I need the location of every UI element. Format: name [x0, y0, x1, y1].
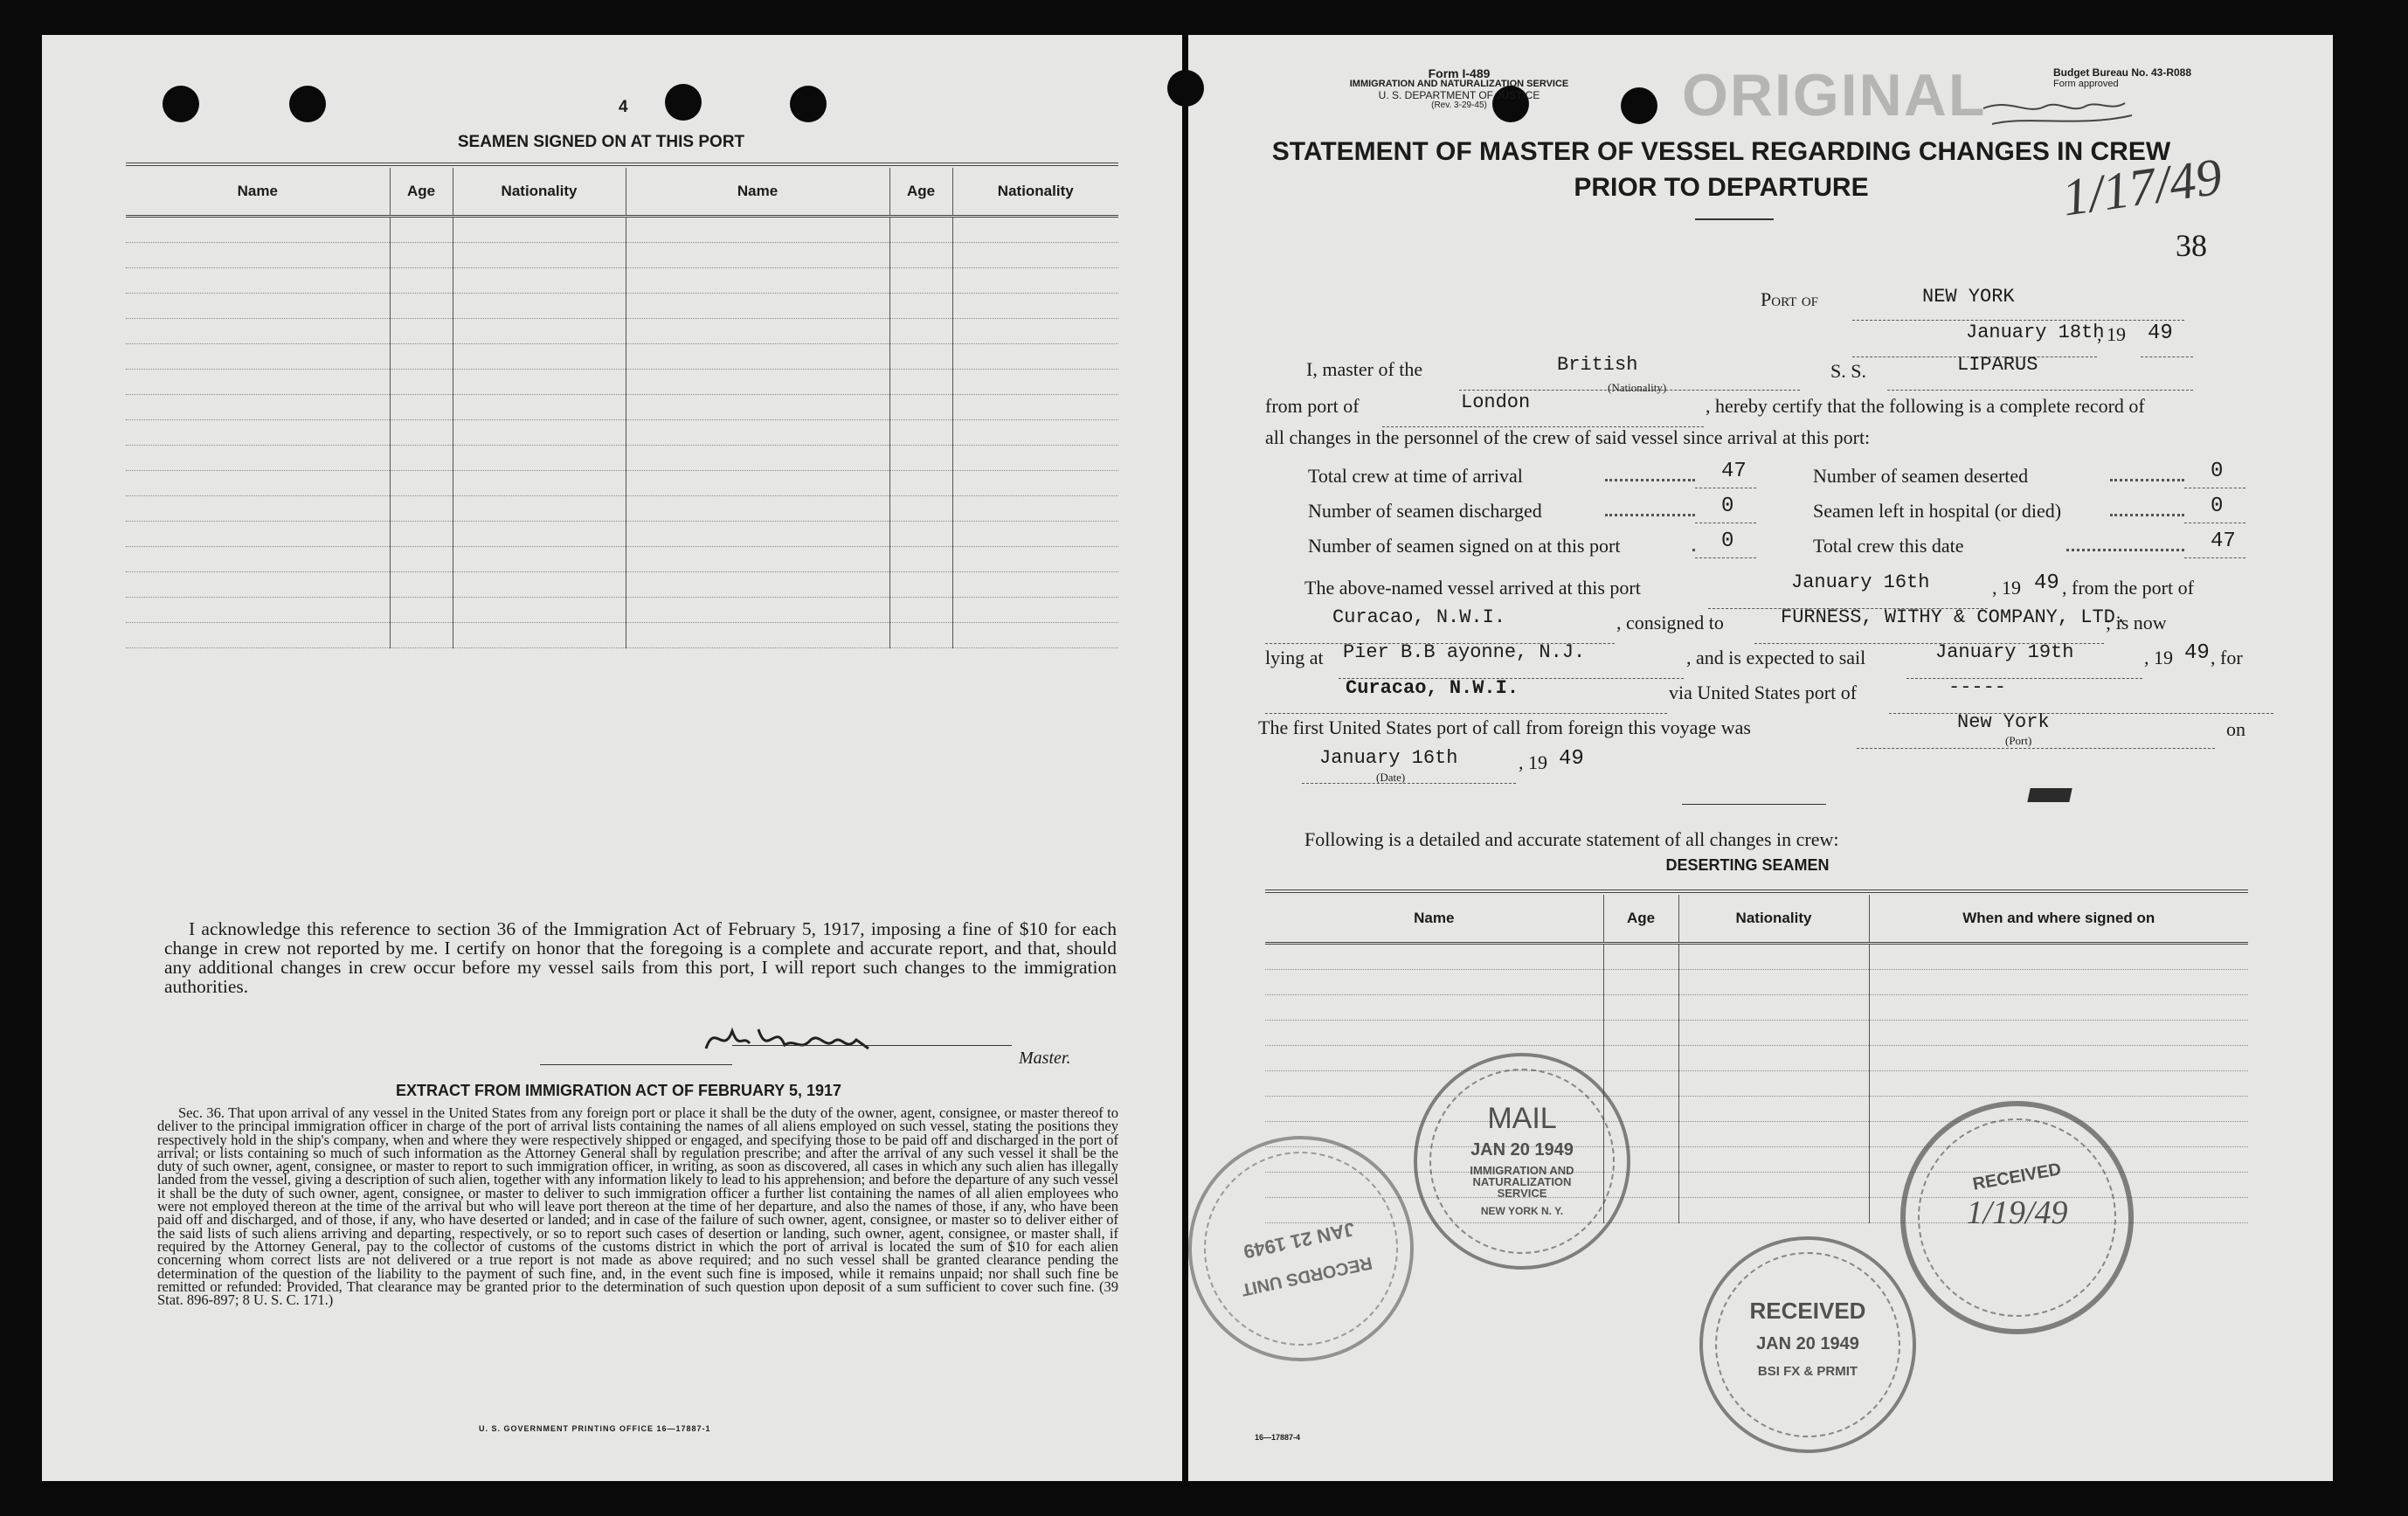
table-cell: [390, 370, 453, 395]
table-cell: [952, 395, 1118, 420]
stat-value: 47: [2211, 530, 2236, 553]
form-approved: Form approved: [2053, 79, 2119, 89]
table-cell: [1678, 970, 1869, 995]
table-cell: [390, 217, 453, 243]
table-cell: [1603, 944, 1678, 970]
short-rule: [1682, 804, 1826, 805]
lying-at-label: lying at: [1265, 647, 1324, 668]
punch-hole: [665, 84, 702, 121]
stat-value: 47: [1721, 460, 1747, 483]
mail-stamp: [1414, 1053, 1630, 1270]
table-row: [1265, 1046, 2248, 1071]
table-cell: [889, 446, 952, 471]
dot-leader: [1605, 514, 1695, 516]
for-label: , for: [2211, 647, 2243, 668]
acknowledgment-text: I acknowledge this reference to section 36 of the Immigration Act of February 5, 1917, imposing a fine of $10 for each change in crew not reported by me. I certify on honor that the foregoing is a complete and accurate report, and that, should any additional changes in crew occur before my vessel sails from this port, I will report such changes to the immigration authorities.: [164, 918, 1117, 997]
table-cell: [453, 268, 626, 294]
table-cell: [126, 547, 390, 572]
table-row: [126, 395, 1118, 420]
table-cell: [1678, 1021, 1869, 1046]
dot-leader: [1605, 479, 1695, 481]
ss-label: S. S.: [1830, 360, 1866, 382]
port-caption: (Port): [2005, 734, 2032, 747]
table-cell: [1603, 1071, 1678, 1097]
first-year: 49: [1559, 747, 1584, 771]
received-date-stamp: [1900, 1101, 2134, 1334]
table-cell: [453, 217, 626, 243]
table-cell: [889, 623, 952, 648]
table-cell: [1265, 970, 1603, 995]
stamp-text: MAIL: [1487, 1102, 1557, 1135]
lying-at-value: Pier B.B ayonne, N.J.: [1343, 641, 1586, 663]
table-row: [126, 370, 1118, 395]
table-cell: [626, 471, 889, 496]
column-header: Nationality: [1678, 895, 1869, 944]
table-cell: [952, 268, 1118, 294]
redaction-mark: [2027, 788, 2072, 802]
dot-leader: [2110, 514, 2184, 516]
table-cell: [952, 471, 1118, 496]
table-cell: [126, 243, 390, 268]
table-cell: [626, 598, 889, 623]
table-row: [1265, 970, 2248, 995]
first-date-value: January 16th: [1319, 747, 1458, 769]
table-cell: [126, 471, 390, 496]
vessel-name: LIPARUS: [1957, 354, 2038, 376]
stat-value: 0: [2211, 495, 2224, 518]
table-cell: [952, 547, 1118, 572]
table-cell: [952, 496, 1118, 522]
table-cell: [889, 217, 952, 243]
certify-text-2: all changes in the personnel of the crew of said vessel since arrival at this port:: [1265, 426, 1871, 448]
table-cell: [889, 268, 952, 294]
table-cell: [889, 522, 952, 547]
table-cell: [126, 522, 390, 547]
table-row: [1265, 1021, 2248, 1046]
table-row: [126, 547, 1118, 572]
table-cell: [126, 623, 390, 648]
table-cell: [126, 446, 390, 471]
stat-label: Seamen left in hospital (or died): [1813, 500, 2062, 522]
table-row: [126, 268, 1118, 294]
divider: [126, 163, 1118, 166]
table-cell: [453, 370, 626, 395]
table-cell: [952, 420, 1118, 446]
table-cell: [453, 496, 626, 522]
form-number: Form I-489: [1428, 66, 1491, 80]
table-cell: [1869, 1021, 2248, 1046]
title-rule: [1695, 218, 1774, 220]
divider: [1265, 890, 2248, 893]
table-cell: [952, 294, 1118, 319]
master-of-label: I, master of the: [1306, 358, 1423, 380]
table-cell: [390, 268, 453, 294]
table-cell: [626, 446, 889, 471]
table-cell: [1265, 944, 1603, 970]
table-cell: [1678, 1097, 1869, 1122]
table-cell: [453, 572, 626, 598]
handwritten-date: 1/17/49: [2059, 147, 2225, 227]
year-prefix: , 19: [2097, 323, 2126, 345]
table-cell: [626, 572, 889, 598]
table-cell: [626, 395, 889, 420]
from-port-label: from port of: [1265, 395, 1360, 417]
table-cell: [626, 420, 889, 446]
table-cell: [390, 294, 453, 319]
from-port-value: London: [1461, 391, 1531, 413]
table-row: [126, 522, 1118, 547]
from-the-port-label: , from the port of: [2062, 577, 2194, 599]
table-cell: [952, 522, 1118, 547]
table-cell: [1603, 970, 1678, 995]
signature-line: [540, 1064, 732, 1065]
via-label: via United States port of: [1669, 682, 1858, 703]
table-cell: [889, 471, 952, 496]
table-row: [126, 623, 1118, 648]
stamp-date: JAN 20 1949: [1756, 1334, 1859, 1353]
punch-hole: [163, 86, 199, 122]
table-cell: [1678, 944, 1869, 970]
port-of-label: Port of: [1761, 288, 1819, 310]
table-row: [1265, 995, 2248, 1021]
arrived-label: The above-named vessel arrived at this port: [1304, 577, 1641, 599]
certify-text-1: , hereby certify that the following is a complete record of: [1706, 395, 2145, 417]
table-cell: [1603, 995, 1678, 1021]
table-row: [1265, 1071, 2248, 1097]
master-signature: [697, 1014, 951, 1066]
table-cell: [626, 344, 889, 370]
table-cell: [390, 522, 453, 547]
punch-hole: [289, 86, 326, 122]
year-prefix: , 19: [1992, 577, 2021, 599]
table-cell: [453, 598, 626, 623]
table-cell: [453, 623, 626, 648]
table-cell: [626, 268, 889, 294]
table-cell: [126, 395, 390, 420]
table-cell: [390, 243, 453, 268]
table-cell: [626, 496, 889, 522]
table-cell: [453, 243, 626, 268]
year-prefix: , 19: [2144, 647, 2173, 668]
table-cell: [626, 522, 889, 547]
column-header: Age: [390, 168, 453, 217]
consignee: FURNESS, WITHY & COMPANY, LTD.: [1781, 606, 2128, 628]
table-cell: [453, 319, 626, 344]
table-cell: [126, 294, 390, 319]
left-page: [42, 35, 1182, 1481]
table-cell: [126, 572, 390, 598]
table-cell: [1678, 1173, 1869, 1198]
table-cell: [453, 294, 626, 319]
following-label: Following is a detailed and accurate statement of all changes in crew:: [1304, 828, 1839, 850]
table-row: [126, 471, 1118, 496]
table-cell: [889, 344, 952, 370]
table-cell: [889, 547, 952, 572]
port-of-underline: [1852, 299, 2184, 321]
nationality-value: British: [1557, 354, 1638, 376]
table-cell: [453, 395, 626, 420]
table-cell: [889, 395, 952, 420]
section-title: SEAMEN SIGNED ON AT THIS PORT: [457, 133, 745, 151]
table-row: [126, 217, 1118, 243]
column-header: Name: [1265, 895, 1603, 944]
table-cell: [626, 217, 889, 243]
column-header: Age: [1603, 895, 1678, 944]
first-port-label: The first United States port of call from foreign this voyage was: [1258, 716, 1751, 738]
column-header: Name: [626, 168, 889, 217]
table-cell: [889, 319, 952, 344]
column-header: Nationality: [453, 168, 626, 217]
stamp-date: JAN 20 1949: [1470, 1140, 1574, 1159]
table-cell: [889, 294, 952, 319]
table-row: [126, 420, 1118, 446]
via-port: -----: [1948, 676, 2007, 698]
table-cell: [952, 217, 1118, 243]
date-value: January 18th: [1966, 322, 2105, 343]
table-cell: [390, 471, 453, 496]
table-cell: [126, 344, 390, 370]
table-cell: [626, 319, 889, 344]
stat-value: 0: [2211, 460, 2224, 483]
nationality-caption: (Nationality): [1608, 381, 1667, 394]
table-cell: [453, 522, 626, 547]
table-cell: [952, 623, 1118, 648]
arrived-year: 49: [2034, 571, 2059, 595]
stamp-text: RECEIVED: [1971, 1159, 2063, 1194]
dot-leader: [2110, 479, 2184, 481]
table-row: [126, 572, 1118, 598]
table-cell: [1678, 1122, 1869, 1147]
table-row: [126, 319, 1118, 344]
budget-bureau-number: Budget Bureau No. 43-R088: [2053, 66, 2192, 79]
punch-hole: [1167, 70, 1204, 107]
table-cell: [952, 572, 1118, 598]
table-cell: [626, 623, 889, 648]
table-cell: [390, 446, 453, 471]
deserting-title: DESERTING SEAMEN: [1665, 856, 1830, 874]
table-cell: [126, 598, 390, 623]
printing-office-footer: U. S. GOVERNMENT PRINTING OFFICE 16—17887-1: [479, 1424, 711, 1433]
destination: Curacao, N.W.I.: [1346, 677, 1519, 699]
arrived-date: January 16th: [1791, 571, 1930, 593]
stat-label: Number of seamen deserted: [1813, 465, 2029, 487]
vessel-underline: [1887, 369, 2193, 391]
received-stamp: [1699, 1236, 1916, 1453]
table-cell: [626, 370, 889, 395]
column-header: When and where signed on: [1869, 895, 2248, 944]
stamp-text: BSI FX & PRMIT: [1757, 1364, 1858, 1379]
table-cell: [1678, 995, 1869, 1021]
table-cell: [889, 572, 952, 598]
dot-leader: [2066, 549, 2184, 551]
table-row: [126, 344, 1118, 370]
table-cell: [390, 496, 453, 522]
column-header: Age: [889, 168, 952, 217]
table-row: [126, 294, 1118, 319]
table-cell: [952, 344, 1118, 370]
table-cell: [952, 319, 1118, 344]
expected-label: , and is expected to sail: [1686, 647, 1866, 668]
table-cell: [889, 370, 952, 395]
column-header: Nationality: [952, 168, 1118, 217]
table-cell: [453, 344, 626, 370]
sail-date: January 19th: [1935, 641, 2074, 663]
table-cell: [453, 547, 626, 572]
table-cell: [889, 496, 952, 522]
table-row: [126, 446, 1118, 471]
via-underline: [1889, 692, 2273, 714]
handwritten-vessel-name: [1975, 89, 2149, 142]
sail-year: 49: [2184, 641, 2210, 665]
table-cell: [390, 420, 453, 446]
origin-port: Curacao, N.W.I.: [1332, 606, 1506, 628]
year-value: 49: [2148, 322, 2173, 345]
table-cell: [126, 496, 390, 522]
stamp-date: 1/19/49: [1966, 1194, 2068, 1231]
extract-text: Sec. 36. That upon arrival of any vessel in the United States from any foreign port or place it shall be the duty of the owner, agent, consignee, or master thereof to deliver to the principal immigration officer in charge of the port of arrival lists containing the names of all aliens employed on such vessel, stating the positions they respectively hold in the ship's company, when and where they were respectively shipped or engaged, and specifying those to be paid off and discharged in the port of arrival; or lists containing so much of such information as the Attorney General shall by regulation prescribe; and after the arrival of any such vessel it shall be the duty of such owner, agent, consignee, or master to report to such immigration officer, in writing, as soon as discovered, all cases in which any such alien has illegally landed from the vessel, giving a description of such alien, together with any information likely to lead to his apprehension; and before the departure of any such vessel it shall be the duty of such owner, agent, consignee, or master to deliver to such immigration officer a further list containing the names of all alien employees who were not employed thereon at the time of the arrival but who will leave port thereon at the time of her departure, and also the names of those, if any, who have been paid off and discharged, and of those, if any, who have deserted or landed; and in case of the failure of such owner, agent, consignee, or master so to deliver either of the said lists of such aliens arriving and departing, respectively, or so to report such cases of desertion or landing, such owner, agent, consignee, or master shall, if required by the Attorney General, pay to the collector of customs of the customs district in which the port of arrival is located the sum of $10 for each alien concerning whom correct lists are not delivered or a true report is not made as above required; and no such vessel shall be granted clearance pending the determination of the question of the liability to the payment of such fine, and, in the event such fine is imposed, while it remains unpaid; nor shall such fine be remitted or refunded: Provided, That clearance may be granted prior to the determination of such question upon deposit of a sum sufficient to cover such fine. (39 Stat. 896-897; 8 U. S. C. 171.): [157, 1104, 1118, 1309]
master-label: Master.: [1019, 1049, 1071, 1068]
table-cell: [390, 344, 453, 370]
table-cell: [1265, 995, 1603, 1021]
table-cell: [390, 623, 453, 648]
year-prefix: , 19: [1519, 751, 1547, 773]
from-port-underline: [1382, 405, 1704, 427]
table-cell: [1869, 995, 2248, 1021]
table-cell: [1603, 1021, 1678, 1046]
stat-value: 0: [1721, 495, 1734, 518]
consigned-label: , consigned to: [1616, 612, 1724, 633]
page-number: 38: [2176, 228, 2207, 263]
table-row: [126, 243, 1118, 268]
table-cell: [453, 471, 626, 496]
table-cell: [626, 547, 889, 572]
port-of-value: NEW YORK: [1922, 286, 2015, 308]
first-port-value: New York: [1957, 711, 2050, 733]
table-cell: [1678, 1198, 1869, 1223]
table-row: [126, 496, 1118, 522]
page-number: 4: [619, 98, 628, 116]
signed-on-table: [126, 168, 1118, 648]
is-now-label: ; is now: [2106, 612, 2167, 633]
stat-label: Number of seamen discharged: [1308, 500, 1542, 522]
table-cell: [126, 319, 390, 344]
punch-hole: [790, 86, 827, 122]
table-cell: [1678, 1147, 1869, 1173]
table-cell: [952, 446, 1118, 471]
table-cell: [126, 370, 390, 395]
table-cell: [390, 547, 453, 572]
agency-line-1: IMMIGRATION AND NATURALIZATION SERVICE: [1349, 79, 1569, 89]
form-title-line-1: STATEMENT OF MASTER OF VESSEL REGARDING CHANGES IN CREW: [1271, 137, 2171, 166]
original-stamp: ORIGINAL: [1682, 62, 1987, 128]
stat-value: 0: [1721, 530, 1734, 553]
table-cell: [390, 395, 453, 420]
stamp-text: NEW YORK N. Y.: [1480, 1205, 1564, 1217]
table-row: [126, 598, 1118, 623]
table-cell: [1678, 1046, 1869, 1071]
form-title-line-2: PRIOR TO DEPARTURE: [1574, 173, 1869, 202]
extract-title: EXTRACT FROM IMMIGRATION ACT OF FEBRUARY 5, 1917: [395, 1082, 842, 1099]
signature-line: [732, 1045, 1012, 1046]
stat-label: Number of seamen signed on at this port: [1308, 535, 1621, 557]
table-cell: [1869, 944, 2248, 970]
table-cell: [390, 572, 453, 598]
stamp-text: RECORDS UNIT: [1239, 1252, 1374, 1299]
table-row: [1265, 1097, 2248, 1122]
stat-label: Total crew this date: [1813, 535, 1964, 557]
table-cell: [952, 370, 1118, 395]
table-cell: [889, 243, 952, 268]
agency-line-2: U. S. DEPARTMENT OF JUSTICE: [1378, 89, 1540, 101]
table-cell: [453, 420, 626, 446]
table-cell: [1869, 970, 2248, 995]
table-cell: [1265, 1021, 1603, 1046]
table-cell: [1869, 1071, 2248, 1097]
stamp-text: IMMIGRATION AND NATURALIZATION SERVICE: [1470, 1164, 1574, 1200]
table-cell: [1603, 1046, 1678, 1071]
table-cell: [889, 420, 952, 446]
table-cell: [453, 446, 626, 471]
date-caption: (Date): [1376, 771, 1406, 784]
table-cell: [889, 598, 952, 623]
right-page: [1188, 35, 2333, 1481]
revision-date: (Rev. 3-29-45): [1431, 100, 1487, 110]
table-cell: [126, 217, 390, 243]
table-cell: [1869, 1046, 2248, 1071]
table-cell: [126, 268, 390, 294]
table-cell: [626, 294, 889, 319]
table-cell: [390, 319, 453, 344]
stamp-date: JAN 21 1949: [1242, 1218, 1358, 1263]
table-cell: [390, 598, 453, 623]
column-header: Name: [126, 168, 390, 217]
form-footer: 16—17887-4: [1255, 1433, 1301, 1442]
stat-label: Total crew at time of arrival: [1308, 465, 1523, 487]
table-cell: [626, 243, 889, 268]
table-cell: [126, 420, 390, 446]
on-label: on: [2226, 718, 2245, 740]
table-cell: [1678, 1071, 1869, 1097]
table-cell: [952, 243, 1118, 268]
table-row: [1265, 944, 2248, 970]
stamp-text: RECEIVED: [1749, 1298, 1866, 1324]
table-cell: [952, 598, 1118, 623]
